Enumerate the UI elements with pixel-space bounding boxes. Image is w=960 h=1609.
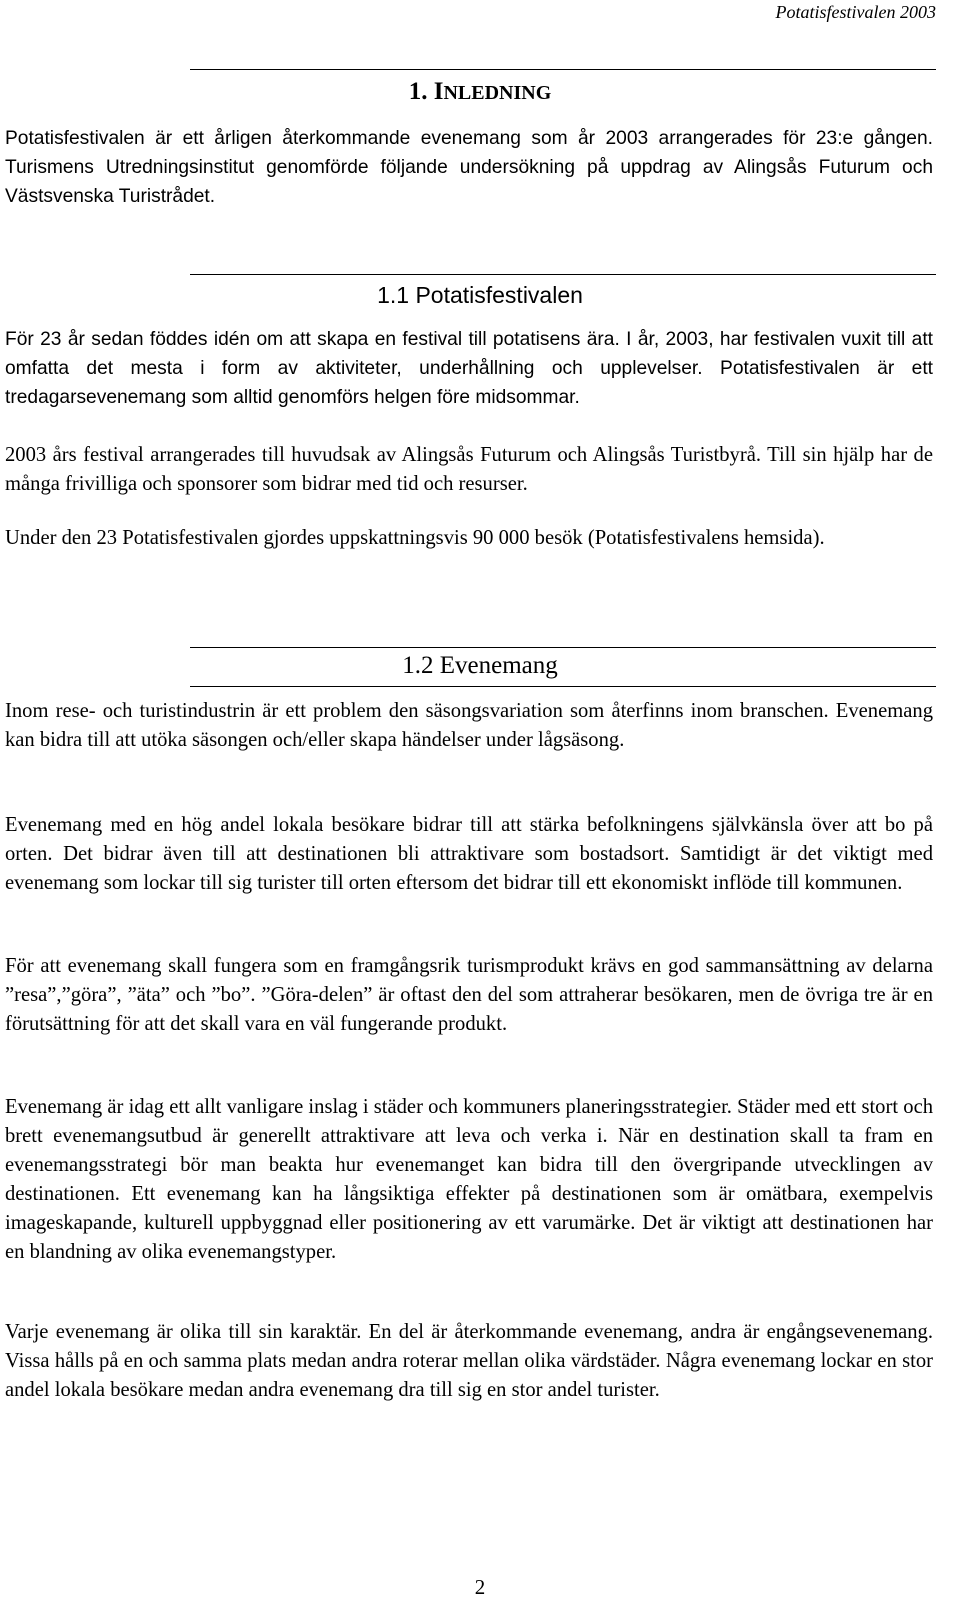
section-2-paragraph-2: Evenemang med en hög andel lokala besökare bidrar till att stärka befolkningens självkänsla över att bo på orten. Det bidrar även till att destinationen bli attraktivare som bostadsort. Samtidigt är det viktigt med evenemang som lockar till sig turister till orten eftersom det bidrar till ett ekonomiskt inflöde till kommunen. xyxy=(5,814,933,894)
chapter-title-rest: NLEDNING xyxy=(443,82,552,104)
section-rule-2 xyxy=(190,647,936,648)
section-rule-1 xyxy=(190,274,936,275)
running-header: Potatisfestivalen 2003 xyxy=(775,2,936,22)
section-1-paragraph-3: Under den 23 Potatisfestivalen gjordes uppskattningsvis 90 000 besök (Potatisfestivalens hemsida). xyxy=(5,527,825,549)
section-rule-2-bottom xyxy=(190,686,936,687)
section-heading-2: 1.2 Evenemang xyxy=(402,652,558,679)
section-2-paragraph-5: Varje evenemang är olika till sin karaktär. En del är återkommande evenemang, andra är engångsevenemang. Vissa hålls på en och samma plats medan andra roterar mellan olika värdstäder. Några evenemang lockar en stor andel lokala besökare medan andra evenemang dra till sig en stor andel turister. xyxy=(5,1321,933,1401)
chapter-intro: Potatisfestivalen är ett årligen återkommande evenemang som år 2003 arrangerades för 23:e gången. Turismens Utredningsinstitut genomförde följande undersökning på uppdrag av Alingsås Futurum och Västsvenska Turistrådet. xyxy=(5,128,933,207)
chapter-heading xyxy=(0,78,960,106)
chapter-rule xyxy=(190,69,936,70)
chapter-number: 1. xyxy=(408,78,428,105)
section-2-paragraph-3: För att evenemang skall fungera som en framgångsrik turismprodukt krävs en god sammansättning av delarna ”resa”,”göra”, ”äta” och ”bo”. ”Göra-delen” är oftast den del som attraherar besökaren, men de övriga tre är en förutsättning för att det skall vara en väl fungerande produkt. xyxy=(5,955,933,1035)
section-heading-1: 1.1 Potatisfestivalen xyxy=(377,282,583,308)
chapter-title-initial: I xyxy=(433,78,444,105)
section-2-paragraph-4: Evenemang är idag ett allt vanligare inslag i städer och kommuners planeringsstrategier. Städer med ett stort och brett evenemangsutbud är generellt attraktivare att leva och verka i. När en destination skall ta fram en evenemangsstrategi bör man beakta hur evenemanget kan bidra till den övergripande utvecklingen av destinationen. Ett evenemang kan ha långsiktiga effekter på destinationen som är omätbara, exempelvis imageskapande, kulturell uppbyggnad eller positionering av ett varumärke. Det är viktigt att destinationen har en blandning av olika evenemangstyper. xyxy=(5,1096,933,1263)
section-1-paragraph-1: För 23 år sedan föddes idén om att skapa en festival till potatisens ära. I år, 2003, har festivalen vuxit till att omfatta det mesta i form av aktiviteter, underhållning och upplevelser. Potatisfestivalen är ett tredagarsevenemang som alltid genomförs helgen före midsommar. xyxy=(5,329,933,408)
section-1-paragraph-2: 2003 års festival arrangerades till huvudsak av Alingsås Futurum och Alingsås Turistbyrå. Till sin hjälp har de många frivilliga och sponsorer som bidrar med tid och resurser. xyxy=(5,444,933,495)
section-2-paragraph-1: Inom rese- och turistindustrin är ett problem den säsongsvariation som återfinns inom branschen. Evenemang kan bidra till att utöka säsongen och/eller skapa händelser under lågsäsong. xyxy=(5,700,933,751)
page-number: 2 xyxy=(474,1575,486,1599)
